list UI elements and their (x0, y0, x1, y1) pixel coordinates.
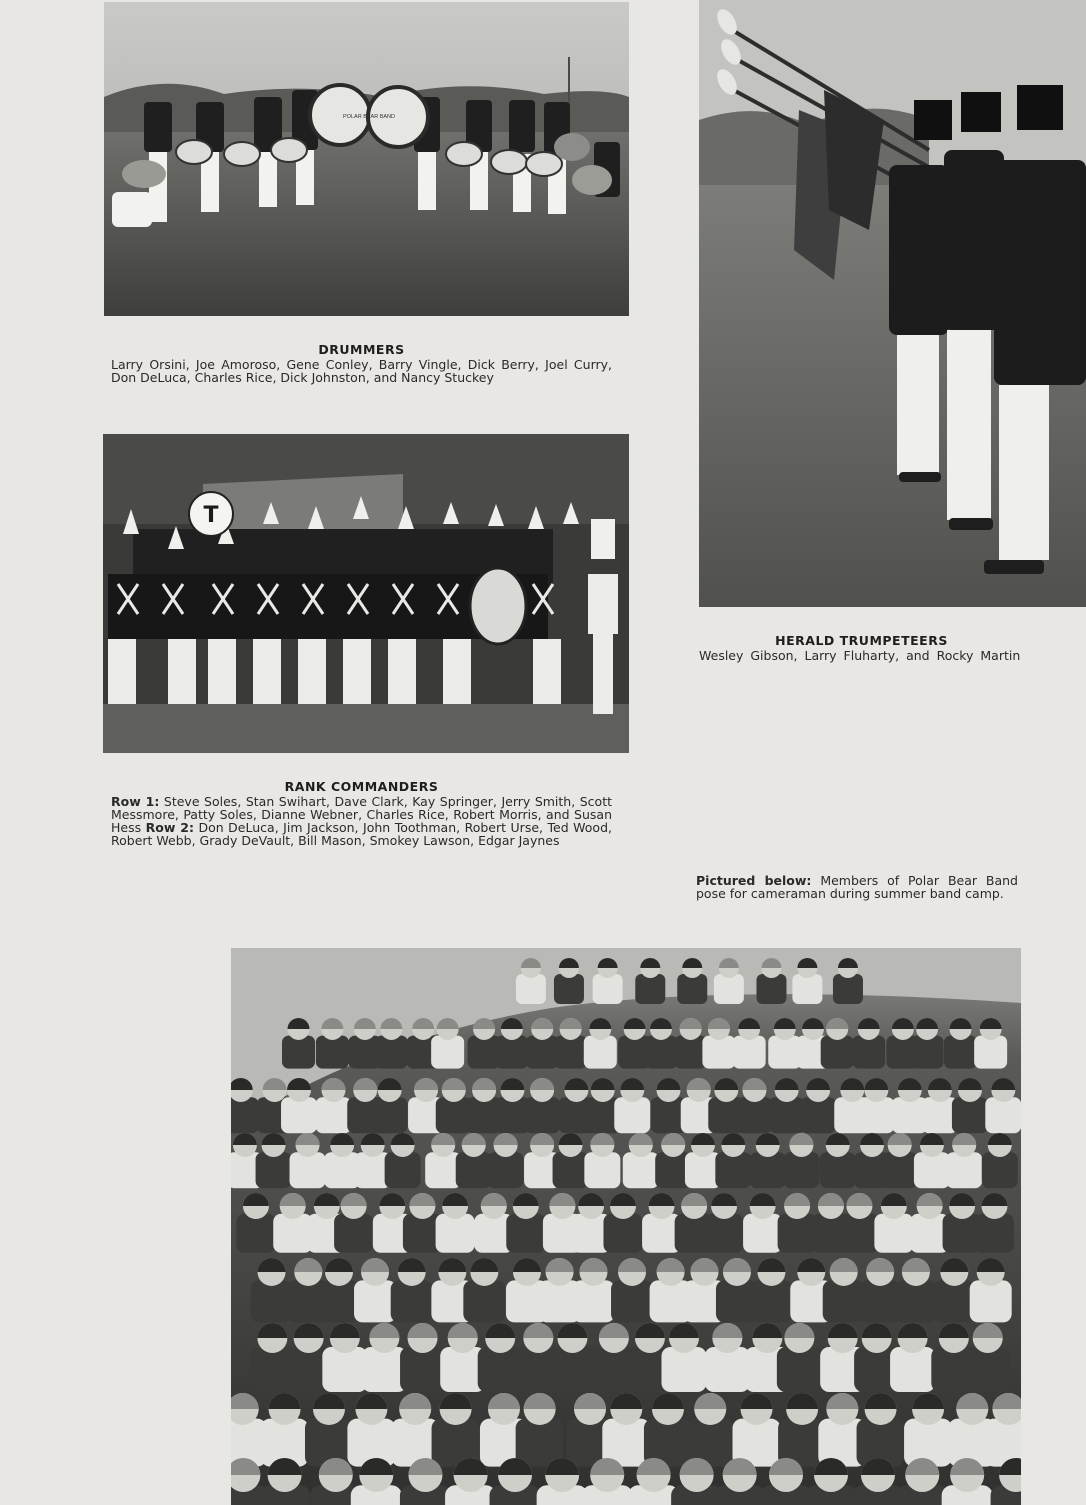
group-photo (231, 948, 1021, 1505)
rank-commanders-names (111, 795, 612, 847)
drummers-caption (111, 343, 612, 384)
row2-label: Row 2: (145, 820, 194, 835)
drummers-photo (104, 2, 629, 316)
row2-names: Don DeLuca, Jim Jackson, John Toothman, Robert Urse, Ted Wood, Robert Webb, Grady DeVault, Bill Mason, Smokey Lawson, Edgar Jaynes (111, 820, 612, 848)
herald-trumpeteers-caption (699, 634, 1024, 662)
rank-commanders-photo (103, 434, 629, 753)
herald-trumpeteers-title: HERALD TRUMPETEERS (775, 633, 948, 648)
herald-trumpeteers-names: Wesley Gibson, Larry Fluharty, and Rocky Martin (699, 648, 1021, 663)
pictured-below-label: Pictured below: (696, 873, 812, 888)
pictured-below-description: Members of Polar Bear Band pose for cameraman during summer band camp. (696, 873, 1018, 901)
drum-head-text: POLAR BEAR BAND (343, 114, 395, 120)
pictured-below-text (696, 874, 1018, 900)
herald-trumpeteers-photo (699, 0, 1086, 607)
row1-names: Steve Soles, Stan Swihart, Dave Clark, Kay Springer, Jerry Smith, Scott Messmore, Patty Soles, Dianne Webner, Charles Rice, Robert Morris, and Susan Hess (111, 794, 612, 835)
rank-commanders-title: RANK COMMANDERS (284, 779, 439, 794)
drummers-names: Larry Orsini, Joe Amoroso, Gene Conley, Barry Vingle, Dick Berry, Joel Curry, Don DeLuca, Charles Rice, Dick Johnston, and Nancy Stuckey (111, 357, 612, 385)
drummers-title: DRUMMERS (318, 342, 405, 357)
rank-commanders-caption (111, 780, 612, 847)
row1-label: Row 1: (111, 794, 160, 809)
pictured-below-caption (696, 874, 1018, 900)
rank-sign-letter: T (203, 503, 219, 528)
